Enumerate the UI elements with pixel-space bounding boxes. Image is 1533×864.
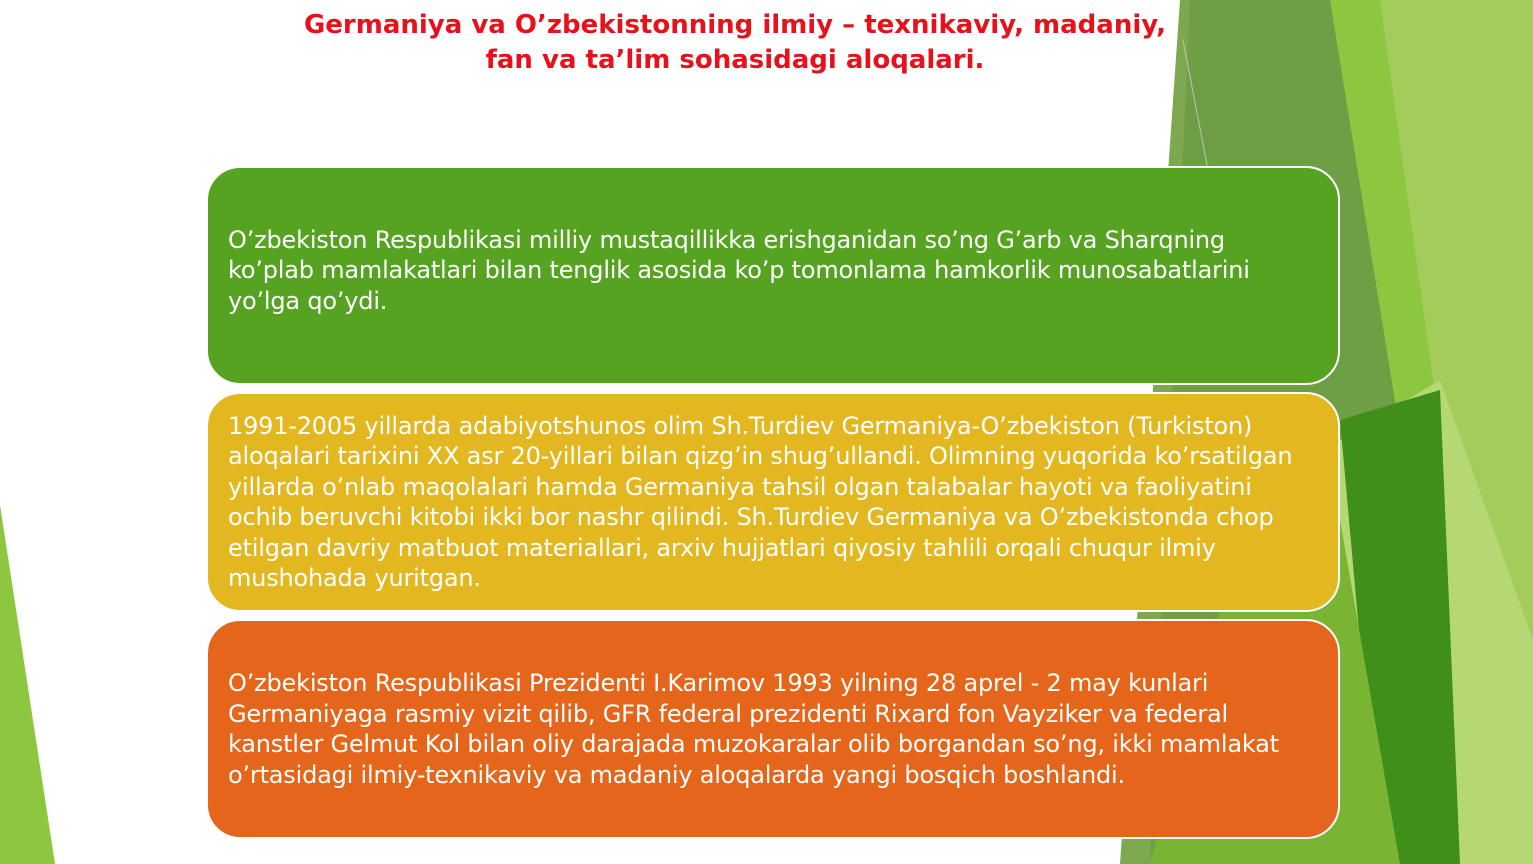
info-box-text: O’zbekiston Respublikasi Prezidenti I.Karimov 1993 yilning 28 aprel - 2 may kunlari Germaniyaga rasmiy vizit qilib, GFR federal prezidenti Rixard fon Vayziker va federal kanstler Gelmut Kol bilan oliy darajada muzokaralar olib borgandan so’ng, ikki mamlakat o’rtasidagi ilmiy-texnikaviy va madaniy aloqalarda yangi bosqich boshlandi. [228, 669, 1279, 789]
title-line-2: fan va ta’lim sohasidagi aloqalari. [485, 45, 985, 75]
left-facet [0, 505, 55, 864]
title-line-1: Germaniya va O’zbekistonning ilmiy – texnikaviy, madaniy, [303, 10, 1167, 40]
info-box-karimov-visit [206, 619, 1340, 839]
slide-title [230, 8, 1240, 78]
info-box-text: O’zbekiston Respublikasi milliy mustaqillikka erishganidan so’ng G’arb va Sharqning ko’plab mamlakatlari bilan tenglik asosida ko’p tomonlama hamkorlik munosabatlarini yo’lga qo’ydi. [228, 225, 1250, 315]
info-box-independence [206, 166, 1340, 385]
info-box-turdiev [206, 392, 1340, 612]
info-box-text: 1991-2005 yillarda adabiyotshunos olim Sh.Turdiev Germaniya-O’zbekiston (Turkiston) aloqalari tarixini XX asr 20-yillari bilan qizg’in shug’ullandi. Olimning yuqorida ko’rsatilgan yillarda o’nlab maqolalari hamda Germaniya tahsil olgan talabalar hayoti va faoliyatini ochib beruvchi kitobi ikki bor nashr qilindi. Sh.Turdiev Germaniya va O’zbekistonda chop etilgan davriy matbuot materiallari, arxiv hujjatlari qiyosiy tahlili orqali chuqur ilmiy mushohada yuritgan. [228, 411, 1293, 592]
